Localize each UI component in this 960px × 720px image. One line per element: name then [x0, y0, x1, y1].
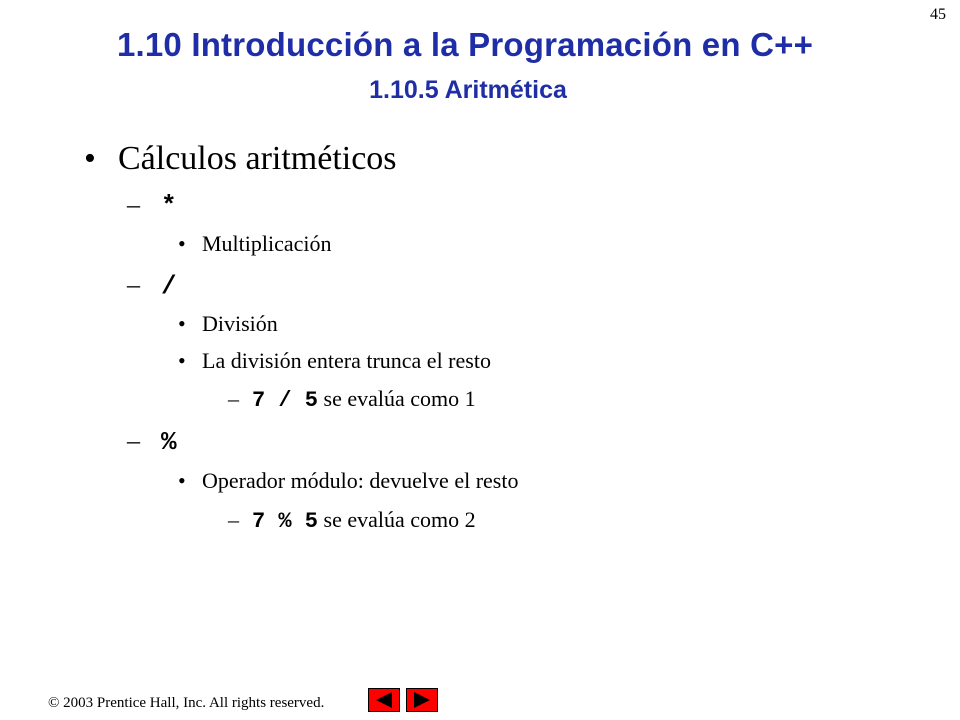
bullet-icon: •: [178, 231, 186, 256]
bullet-icon: •: [178, 348, 186, 373]
operator-item-multiply: [127, 190, 177, 221]
operator-item-modulo: [127, 426, 177, 457]
subitem-multiplication: [178, 231, 332, 257]
main-bullet-item: [84, 140, 397, 178]
dash-icon: –: [127, 426, 140, 455]
subitem-modulo-operator: [178, 468, 518, 494]
example-text: se evalúa como 2: [323, 507, 476, 532]
copyright-icon: ©: [48, 695, 60, 711]
example-code: 7 / 5: [252, 388, 319, 413]
slide-subtitle: 1.10.5 Aritmética: [369, 76, 567, 104]
slide-title: 1.10 Introducción a la Programación en C++: [116, 26, 814, 63]
subitem-text: División: [202, 311, 278, 336]
slide-navigation: [368, 688, 438, 712]
copyright-text: 2003 Prentice Hall, Inc. All rights reserved.: [63, 695, 325, 711]
dash-icon: –: [127, 190, 140, 219]
operator-divide: /: [161, 271, 177, 301]
subitem-text: Multiplicación: [202, 231, 332, 256]
previous-slide-button[interactable]: [368, 688, 400, 712]
bullet-icon: •: [84, 140, 96, 177]
dash-icon: –: [127, 270, 140, 299]
operator-item-divide: [127, 270, 177, 301]
footer-copyright: [48, 695, 324, 712]
subitem-division: [178, 311, 278, 337]
subitem-text: Operador módulo: devuelve el resto: [202, 468, 519, 493]
example-text: se evalúa como 1: [323, 386, 476, 411]
subitem-text: La división entera trunca el resto: [202, 348, 491, 373]
triangle-right-icon: [412, 691, 432, 709]
subitem-integer-division: [178, 348, 491, 374]
next-slide-button[interactable]: [406, 688, 438, 712]
example-division: [228, 386, 476, 413]
bullet-icon: •: [178, 468, 186, 493]
dash-icon: –: [228, 507, 239, 532]
operator-modulo: %: [161, 427, 177, 457]
dash-icon: –: [228, 386, 239, 411]
main-bullet-text: Cálculos aritméticos: [118, 140, 397, 177]
triangle-left-icon: [374, 691, 394, 709]
example-modulo: [228, 507, 476, 534]
bullet-icon: •: [178, 311, 186, 336]
example-code: 7 % 5: [252, 509, 319, 534]
operator-multiply: *: [161, 191, 177, 221]
page-number: 45: [930, 6, 946, 23]
